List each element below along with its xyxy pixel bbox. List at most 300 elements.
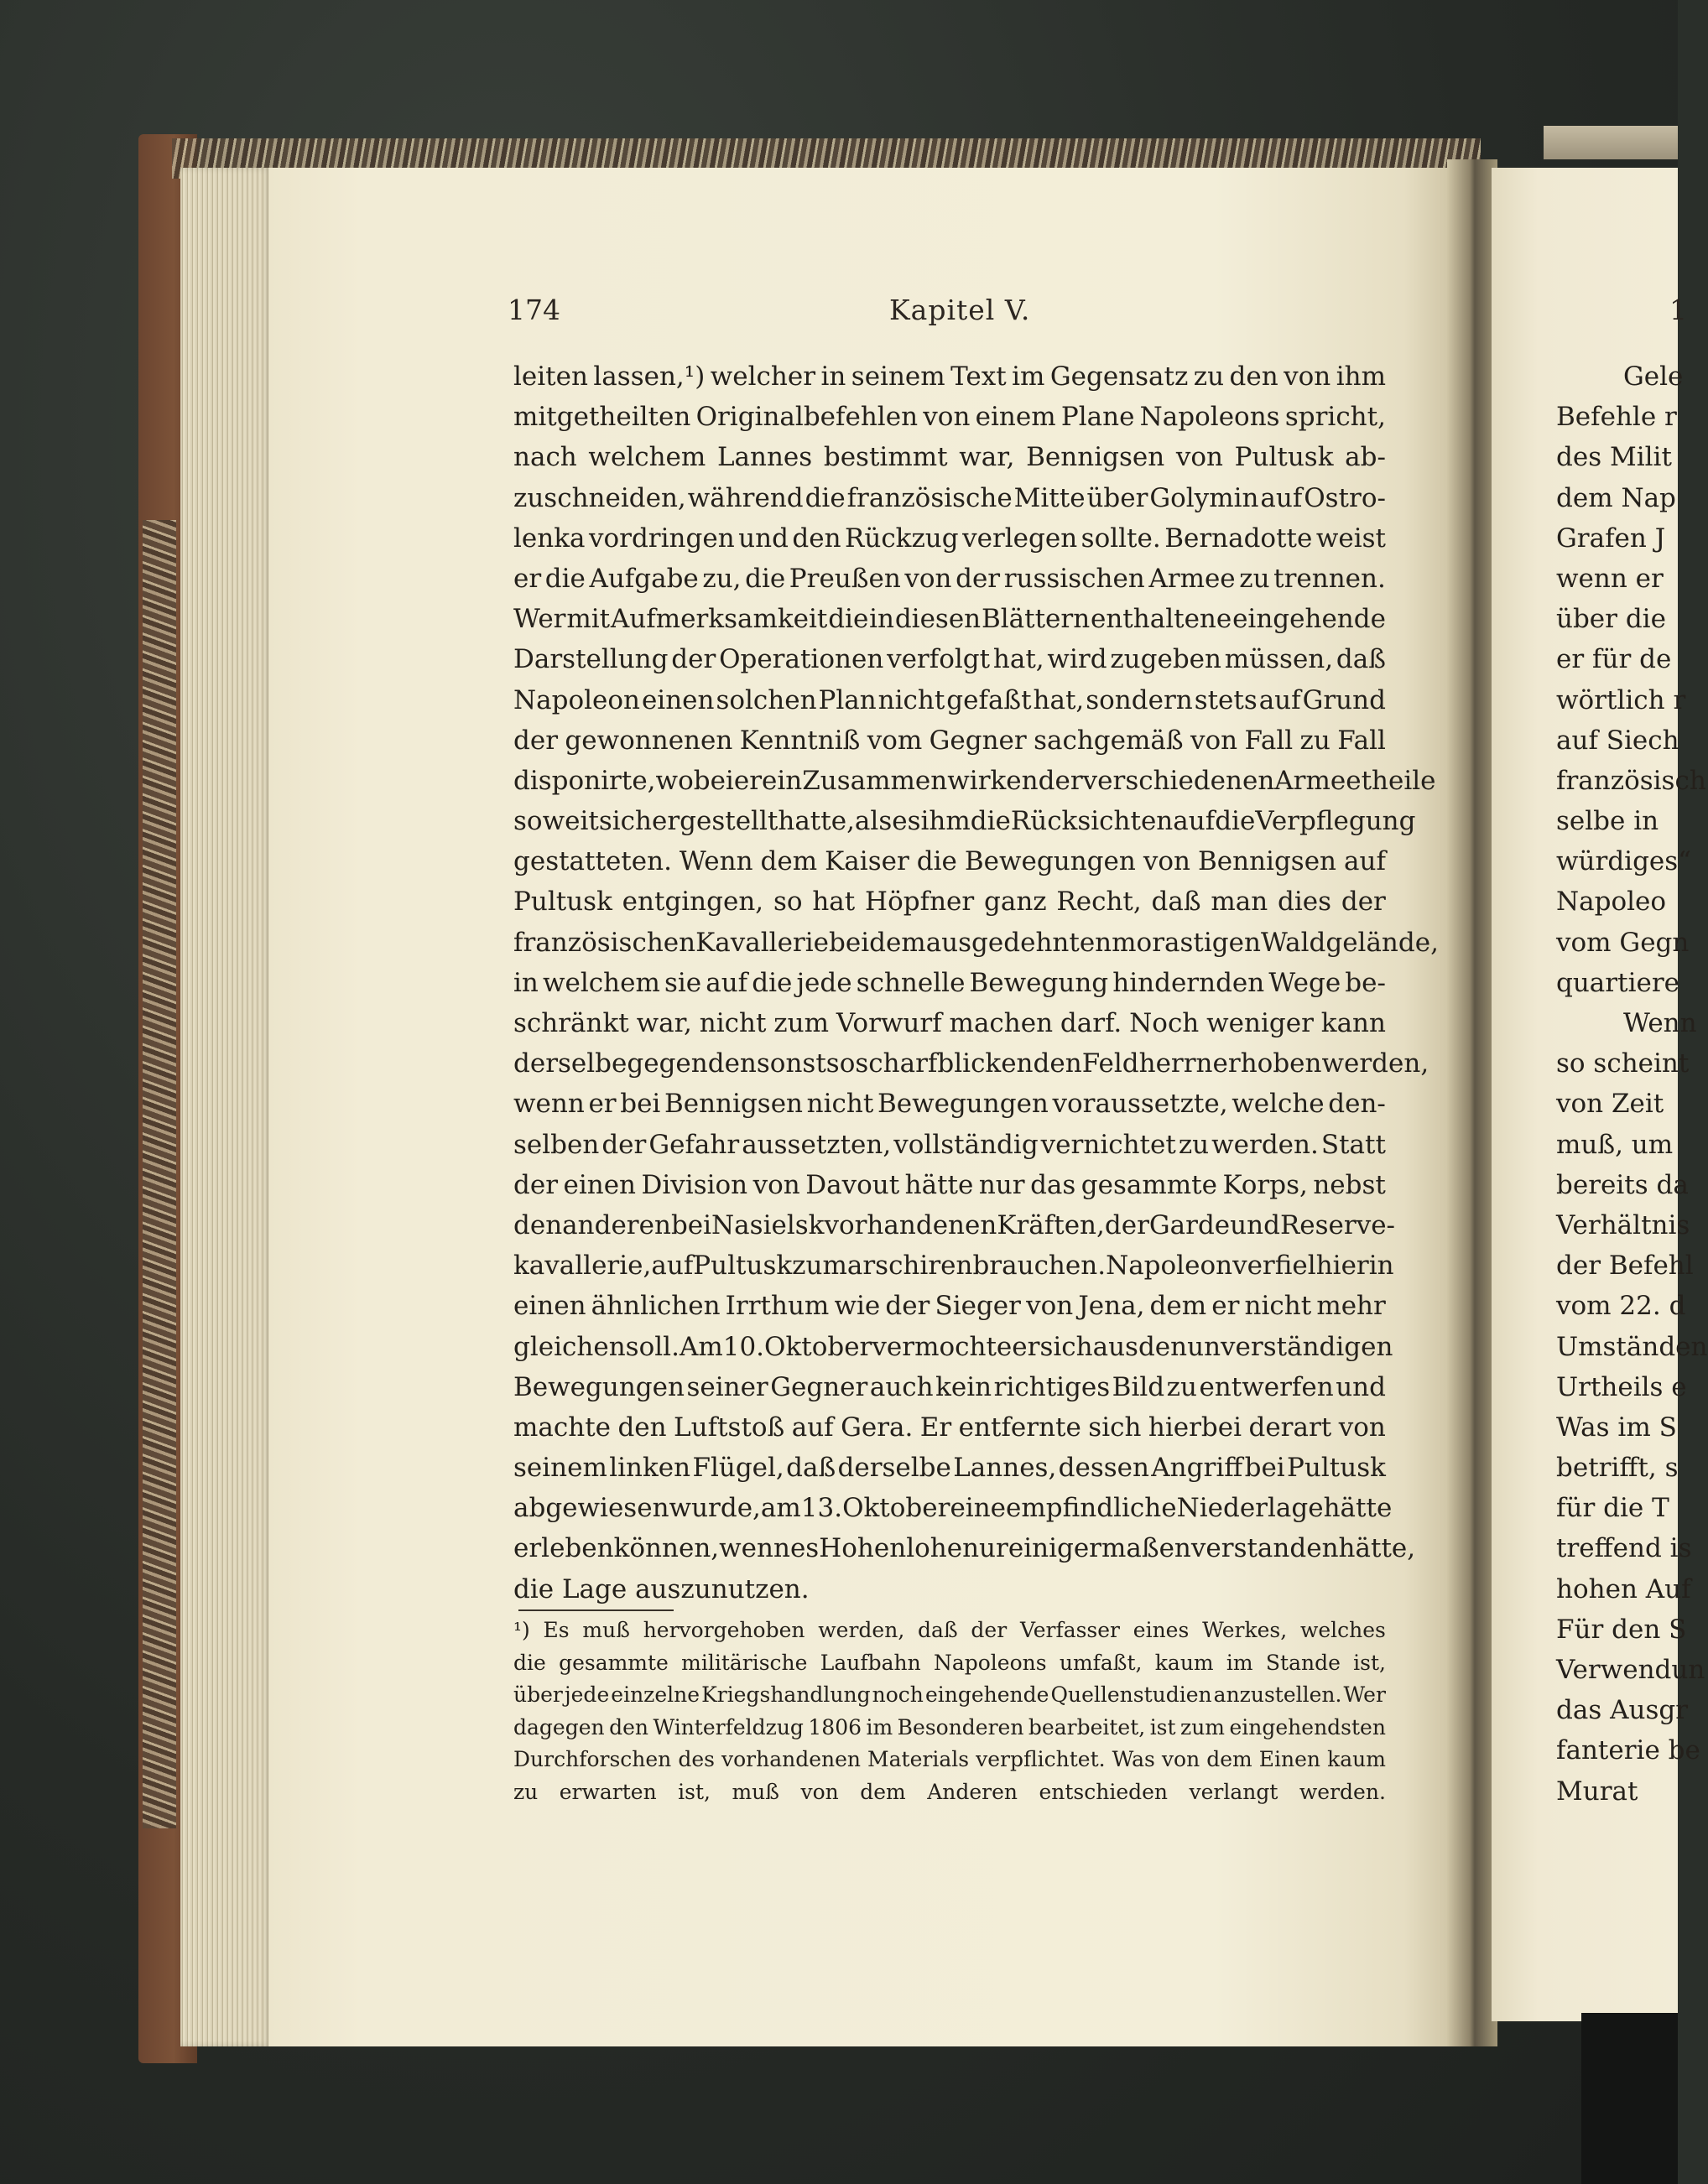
word: weit bbox=[542, 806, 599, 837]
footnote-rule bbox=[518, 1609, 674, 1611]
word: Pultusk bbox=[513, 887, 612, 918]
word: Davout bbox=[805, 1169, 900, 1200]
word: ab- bbox=[1345, 442, 1386, 473]
word: Waldgelände, bbox=[1260, 927, 1439, 958]
word: ¹) bbox=[513, 1618, 530, 1642]
word: zu bbox=[513, 1779, 539, 1804]
word: die bbox=[745, 563, 786, 594]
word: Vorwurf bbox=[836, 1008, 942, 1038]
word: von bbox=[752, 1169, 800, 1200]
word: blickenden bbox=[937, 1048, 1082, 1079]
word: Wer bbox=[513, 604, 566, 635]
word: ihm bbox=[1336, 361, 1386, 392]
word: muß bbox=[582, 1618, 630, 1642]
word: über bbox=[513, 1682, 563, 1707]
word: verpflichtet. bbox=[976, 1747, 1106, 1771]
word: zu bbox=[1166, 1371, 1197, 1402]
word: auf bbox=[1260, 482, 1303, 513]
background-corner bbox=[1581, 2013, 1678, 2184]
word: sie bbox=[664, 967, 702, 998]
word: gleichen bbox=[513, 1331, 626, 1362]
word: Laufbahn bbox=[820, 1650, 921, 1675]
text-line bbox=[513, 1165, 1386, 1205]
text-line bbox=[513, 1043, 1429, 1084]
right-page-line: bereits da bbox=[1556, 1169, 1689, 1200]
word: Bernadotte bbox=[1164, 523, 1313, 554]
text-line bbox=[513, 1488, 1393, 1528]
word: Reserve- bbox=[1279, 1209, 1396, 1240]
text-line bbox=[513, 680, 1386, 720]
word: Fall bbox=[1244, 725, 1294, 756]
word: gewonnenen bbox=[565, 725, 733, 756]
word: erhoben bbox=[1212, 1048, 1322, 1079]
word: mehr bbox=[1316, 1291, 1386, 1322]
word: in bbox=[513, 967, 539, 998]
word: Gegensatz bbox=[1049, 361, 1189, 392]
word: von bbox=[800, 1779, 839, 1804]
word: den bbox=[792, 523, 841, 554]
word: Golymin bbox=[1149, 482, 1259, 513]
word: dem bbox=[869, 927, 926, 958]
word: zu bbox=[1239, 563, 1270, 594]
word: wie bbox=[834, 1291, 881, 1322]
word: wobei bbox=[655, 765, 734, 796]
word: so bbox=[773, 887, 803, 918]
word: zu bbox=[1299, 725, 1330, 756]
word: dem bbox=[860, 1779, 906, 1804]
right-page-line: französisch bbox=[1556, 765, 1706, 796]
word: Mitte bbox=[1013, 482, 1086, 513]
text-line bbox=[513, 478, 1386, 518]
word: nicht bbox=[806, 1089, 874, 1120]
word: einen bbox=[563, 1169, 637, 1200]
word: abgewiesen bbox=[513, 1493, 669, 1524]
word: bestimmt bbox=[823, 442, 948, 473]
word: der bbox=[956, 563, 1001, 594]
word: Wer bbox=[1343, 1682, 1386, 1707]
word: Bennigsen bbox=[1026, 442, 1165, 473]
word: von bbox=[1338, 1412, 1386, 1443]
word: vorhandenen bbox=[721, 1747, 862, 1771]
word: welcher bbox=[710, 361, 816, 392]
word: machte bbox=[513, 1412, 612, 1443]
word: in bbox=[820, 361, 846, 392]
word: spricht, bbox=[1284, 402, 1386, 433]
word: Oktober bbox=[764, 1331, 872, 1362]
word: hat bbox=[812, 887, 856, 918]
word: jede bbox=[796, 967, 852, 998]
word: und bbox=[1230, 1209, 1280, 1240]
word: welchem bbox=[542, 967, 660, 998]
word: Napoleon bbox=[1106, 1251, 1233, 1282]
word: Kaiser bbox=[825, 846, 909, 877]
word: auf bbox=[791, 1412, 834, 1443]
text-line bbox=[513, 559, 1386, 599]
word: dem bbox=[1149, 1291, 1207, 1322]
running-head: Kapitel V. bbox=[889, 294, 1031, 326]
text-line bbox=[513, 1327, 1393, 1367]
word: ähnlichen bbox=[591, 1291, 721, 1322]
word: werden. bbox=[1211, 1129, 1319, 1160]
word: Aufgabe bbox=[589, 563, 699, 594]
word: Preußen bbox=[789, 563, 901, 594]
word: erwarten bbox=[559, 1779, 657, 1804]
word: hier bbox=[1315, 1251, 1369, 1282]
word: werden, bbox=[818, 1618, 905, 1642]
word: Fall bbox=[1337, 725, 1386, 756]
text-line bbox=[513, 1407, 1386, 1448]
word: zuschneiden, bbox=[513, 482, 686, 513]
word: von bbox=[1026, 1291, 1074, 1322]
word: Es bbox=[543, 1618, 570, 1642]
word: der bbox=[1104, 1209, 1149, 1240]
word: und bbox=[1336, 1371, 1386, 1402]
word: daß bbox=[1336, 644, 1386, 675]
word: nicht bbox=[699, 1008, 767, 1038]
word: die bbox=[828, 604, 869, 635]
right-page-line: Umständen bbox=[1556, 1331, 1708, 1362]
word: einzelne bbox=[611, 1682, 700, 1707]
word: sondern bbox=[1086, 684, 1193, 715]
word: Armeetheile bbox=[1274, 765, 1436, 796]
word: einem bbox=[975, 402, 1056, 433]
word: einen bbox=[513, 1291, 586, 1322]
word: derselbe bbox=[513, 1048, 627, 1079]
word: Pultusk bbox=[1234, 442, 1334, 473]
text-line bbox=[513, 518, 1386, 559]
word: trennen. bbox=[1273, 563, 1386, 594]
word: kein bbox=[935, 1371, 992, 1402]
word: Text bbox=[950, 361, 1007, 392]
word: Was bbox=[1112, 1747, 1155, 1771]
word: russischen bbox=[1003, 563, 1145, 594]
word: Wenn bbox=[679, 846, 753, 877]
word: Lannes, bbox=[953, 1453, 1057, 1484]
word: nur bbox=[962, 1533, 1008, 1564]
word: im bbox=[1012, 361, 1045, 392]
text-line bbox=[513, 963, 1386, 1003]
word: der bbox=[671, 644, 716, 675]
right-page-line: treffend is bbox=[1556, 1533, 1692, 1564]
word: jede bbox=[564, 1682, 610, 1707]
word: er bbox=[1012, 1331, 1040, 1362]
word: den bbox=[609, 1714, 648, 1739]
right-page-line: vom Gegn bbox=[1556, 927, 1690, 958]
word: Ostro- bbox=[1304, 482, 1386, 513]
text-line bbox=[513, 599, 1386, 639]
right-page-line: er für de bbox=[1556, 644, 1672, 675]
word: den- bbox=[1328, 1089, 1386, 1120]
word: Materials bbox=[867, 1747, 970, 1771]
word: die bbox=[544, 563, 586, 594]
word: Napoleon bbox=[513, 684, 641, 715]
word: unverständigen bbox=[1187, 1331, 1393, 1362]
word: sachgemäß bbox=[1034, 725, 1184, 756]
word: die bbox=[1215, 806, 1256, 837]
word: die bbox=[805, 482, 846, 513]
word: empfindliche bbox=[1006, 1493, 1177, 1524]
word: auch bbox=[869, 1371, 934, 1402]
footnote-line bbox=[513, 1615, 1386, 1647]
word: die bbox=[916, 846, 957, 877]
word: lassen,¹) bbox=[593, 361, 706, 392]
word: der bbox=[513, 725, 559, 756]
word: wenn bbox=[513, 1089, 585, 1120]
right-page-header-fragment: 1 bbox=[1669, 294, 1687, 326]
footnote-line bbox=[513, 1776, 1386, 1809]
word: gefaßt bbox=[946, 684, 1032, 715]
right-page-line: dem Nap bbox=[1556, 482, 1676, 513]
word: militärische bbox=[681, 1650, 808, 1675]
word: gesammte bbox=[559, 1650, 669, 1675]
word: Angriff bbox=[1151, 1453, 1243, 1484]
text-line bbox=[513, 437, 1386, 477]
word: Plan bbox=[818, 684, 877, 715]
word: sonst bbox=[756, 1048, 826, 1079]
word: hierbei bbox=[1148, 1412, 1242, 1443]
word: es bbox=[789, 1533, 820, 1564]
word: hätte bbox=[1323, 1493, 1393, 1524]
text-line bbox=[513, 801, 1416, 841]
word: welchem bbox=[588, 442, 706, 473]
word: Anderen bbox=[927, 1779, 1018, 1804]
word: der bbox=[1038, 765, 1083, 796]
word: verstanden bbox=[1190, 1533, 1339, 1564]
word: Armee bbox=[1148, 563, 1236, 594]
word: Kavallerie bbox=[695, 927, 829, 958]
text-line bbox=[513, 1448, 1386, 1488]
word: über bbox=[1086, 482, 1148, 513]
word: derart bbox=[1248, 1412, 1332, 1443]
text-line bbox=[513, 881, 1386, 922]
word: eines bbox=[1133, 1618, 1190, 1642]
word: in bbox=[869, 604, 894, 635]
word: im bbox=[866, 1714, 893, 1739]
word: von bbox=[1161, 1747, 1200, 1771]
word: disponirte, bbox=[513, 765, 656, 796]
word: am bbox=[760, 1493, 801, 1524]
word: Durchforschen bbox=[513, 1747, 672, 1771]
word: wenn bbox=[719, 1533, 790, 1564]
word: Bewegungen bbox=[877, 1089, 1049, 1120]
right-page-line: Für den S bbox=[1556, 1614, 1687, 1645]
word: Gegner bbox=[929, 725, 1027, 756]
word: anderen bbox=[562, 1209, 671, 1240]
right-page-line: des Milit bbox=[1556, 442, 1672, 473]
word: von bbox=[1143, 846, 1190, 877]
word: zum bbox=[773, 1008, 829, 1038]
right-page-line: hohen Auf bbox=[1556, 1573, 1691, 1604]
right-page-line: fanterie be bbox=[1556, 1735, 1700, 1766]
word: Höpfner bbox=[865, 887, 975, 918]
word: 10. bbox=[722, 1331, 765, 1362]
word: dagegen bbox=[513, 1714, 605, 1739]
word: den bbox=[707, 1048, 757, 1079]
word: Einen bbox=[1258, 1747, 1321, 1771]
word: Sieger bbox=[935, 1291, 1021, 1322]
word: bei bbox=[620, 1089, 661, 1120]
word: seinem bbox=[513, 1453, 607, 1484]
word: dem bbox=[760, 846, 818, 877]
word: die bbox=[513, 1650, 546, 1675]
word: das bbox=[1030, 1169, 1076, 1200]
right-page-line: Verwendun bbox=[1556, 1655, 1705, 1685]
word: Division bbox=[641, 1169, 748, 1200]
word: der bbox=[601, 1129, 647, 1160]
word: verlegen bbox=[962, 523, 1078, 554]
word: sichergestellt bbox=[598, 806, 778, 837]
word: aus bbox=[1092, 1331, 1138, 1362]
word: Bewegung bbox=[969, 967, 1109, 998]
word: Darstellung bbox=[513, 644, 669, 675]
word: aussetzten, bbox=[742, 1129, 892, 1160]
word: die bbox=[970, 806, 1011, 837]
word: gestatteten. bbox=[513, 846, 672, 877]
right-page-line: Urtheils e bbox=[1556, 1371, 1687, 1402]
word: diesen bbox=[894, 604, 982, 635]
right-page-line: auf Siech bbox=[1556, 725, 1679, 756]
word: welches bbox=[1299, 1618, 1386, 1642]
word: Bennigsen bbox=[1197, 846, 1337, 877]
right-page-line: für die T bbox=[1556, 1493, 1669, 1524]
text-line bbox=[513, 356, 1386, 397]
word: daß bbox=[918, 1618, 958, 1642]
word: werden, bbox=[1321, 1048, 1429, 1079]
word: richtiges bbox=[993, 1371, 1111, 1402]
word: zum bbox=[1180, 1714, 1226, 1739]
word: der bbox=[885, 1291, 930, 1322]
main-text-block bbox=[513, 356, 1439, 1609]
word: Napoleons bbox=[933, 1650, 1047, 1675]
word: machen bbox=[949, 1008, 1054, 1038]
text-line bbox=[513, 1286, 1386, 1326]
word: entfernte bbox=[958, 1412, 1081, 1443]
word: Kenntniß bbox=[739, 725, 861, 756]
right-page-line: wenn er bbox=[1556, 563, 1664, 594]
footnote-line bbox=[513, 1744, 1386, 1776]
word: daß bbox=[786, 1453, 836, 1484]
text-line bbox=[513, 1205, 1396, 1245]
word: Bewegungen bbox=[964, 846, 1136, 877]
word: daß bbox=[1151, 887, 1201, 918]
word: gegen bbox=[627, 1048, 708, 1079]
word: soll. bbox=[625, 1331, 680, 1362]
word: vermochte bbox=[872, 1331, 1013, 1362]
word: müssen, bbox=[1224, 644, 1334, 675]
word: der bbox=[513, 1169, 559, 1200]
word: lenka bbox=[513, 523, 586, 554]
word: von bbox=[923, 402, 971, 433]
right-page-line: von Zeit bbox=[1556, 1089, 1664, 1120]
word: nicht bbox=[1244, 1291, 1312, 1322]
right-page-line: selbe in bbox=[1556, 806, 1659, 837]
word: Garde bbox=[1148, 1209, 1231, 1240]
word: Statt bbox=[1320, 1129, 1386, 1160]
text-line bbox=[513, 1084, 1386, 1124]
text-line bbox=[513, 639, 1386, 679]
word: kaum bbox=[1154, 1650, 1214, 1675]
text-line bbox=[513, 923, 1439, 963]
word: zugeben bbox=[1110, 644, 1221, 675]
word: verfiel bbox=[1232, 1251, 1316, 1282]
word: auf bbox=[651, 1251, 694, 1282]
word: gesammte bbox=[1081, 1169, 1217, 1200]
word: welche bbox=[1232, 1089, 1325, 1120]
right-page-line: Befehle r bbox=[1556, 402, 1677, 433]
word: solchen bbox=[716, 684, 817, 715]
right-page-line: vom 22. d bbox=[1556, 1291, 1686, 1322]
word: den bbox=[1229, 361, 1278, 392]
word: zu bbox=[1178, 1129, 1210, 1160]
text-line bbox=[513, 841, 1386, 881]
text-line: die Lage auszunutzen. bbox=[513, 1573, 810, 1604]
right-page-text bbox=[1556, 356, 1708, 1812]
word: nicht bbox=[877, 684, 945, 715]
right-page-line: Murat bbox=[1556, 1776, 1638, 1807]
word: einigermaßen bbox=[1008, 1533, 1191, 1564]
text-line bbox=[513, 1125, 1386, 1165]
word: linken bbox=[609, 1453, 691, 1484]
word: morastigen bbox=[1112, 927, 1261, 958]
right-page-line: Verhältnis bbox=[1556, 1209, 1690, 1240]
right-page-line: Wenn bbox=[1623, 1008, 1697, 1038]
word: seiner bbox=[686, 1371, 768, 1402]
word: er bbox=[588, 1089, 617, 1120]
word: Blättern bbox=[981, 604, 1091, 635]
word: Jena, bbox=[1078, 1291, 1145, 1322]
word: hatte, bbox=[778, 806, 855, 837]
text-line bbox=[513, 1245, 1394, 1286]
text-line bbox=[513, 1003, 1386, 1043]
word: Niederlage bbox=[1176, 1493, 1324, 1524]
word: entwerfen bbox=[1199, 1371, 1334, 1402]
footnote-line bbox=[513, 1712, 1386, 1745]
word: Bewegungen bbox=[513, 1371, 685, 1402]
word: vorhandenen bbox=[824, 1209, 997, 1240]
word: schnelle bbox=[856, 967, 966, 998]
word: zu bbox=[792, 1251, 823, 1282]
word: sich bbox=[1039, 1331, 1093, 1362]
word: schränkt bbox=[513, 1008, 629, 1038]
word: weniger bbox=[1206, 1008, 1314, 1038]
word: als bbox=[854, 806, 893, 837]
word: leiten bbox=[513, 361, 588, 392]
word: auf bbox=[1344, 846, 1386, 877]
word: hervorgehoben bbox=[643, 1618, 805, 1642]
text-line bbox=[513, 1367, 1386, 1407]
word: Lannes bbox=[716, 442, 813, 473]
word: noch bbox=[872, 1682, 924, 1707]
word: Bild bbox=[1112, 1371, 1165, 1402]
word: dem bbox=[1206, 1747, 1252, 1771]
word: Aufmerksamkeit bbox=[610, 604, 828, 635]
footnote-block bbox=[513, 1615, 1386, 1808]
word: können, bbox=[613, 1533, 720, 1564]
word: derselbe bbox=[837, 1453, 951, 1484]
word: er bbox=[733, 765, 763, 796]
footnote-line bbox=[513, 1647, 1386, 1680]
word: Irrthum bbox=[725, 1291, 830, 1322]
word: eingehende bbox=[924, 1682, 1049, 1707]
word: marschiren bbox=[822, 1251, 973, 1282]
word: auf bbox=[1173, 806, 1216, 837]
word: Rückzug bbox=[845, 523, 959, 554]
word: umfaßt, bbox=[1059, 1650, 1143, 1675]
word: kaum bbox=[1327, 1747, 1386, 1771]
word: so bbox=[513, 806, 543, 837]
word: französische bbox=[846, 482, 1013, 513]
word: selben bbox=[513, 1129, 600, 1160]
